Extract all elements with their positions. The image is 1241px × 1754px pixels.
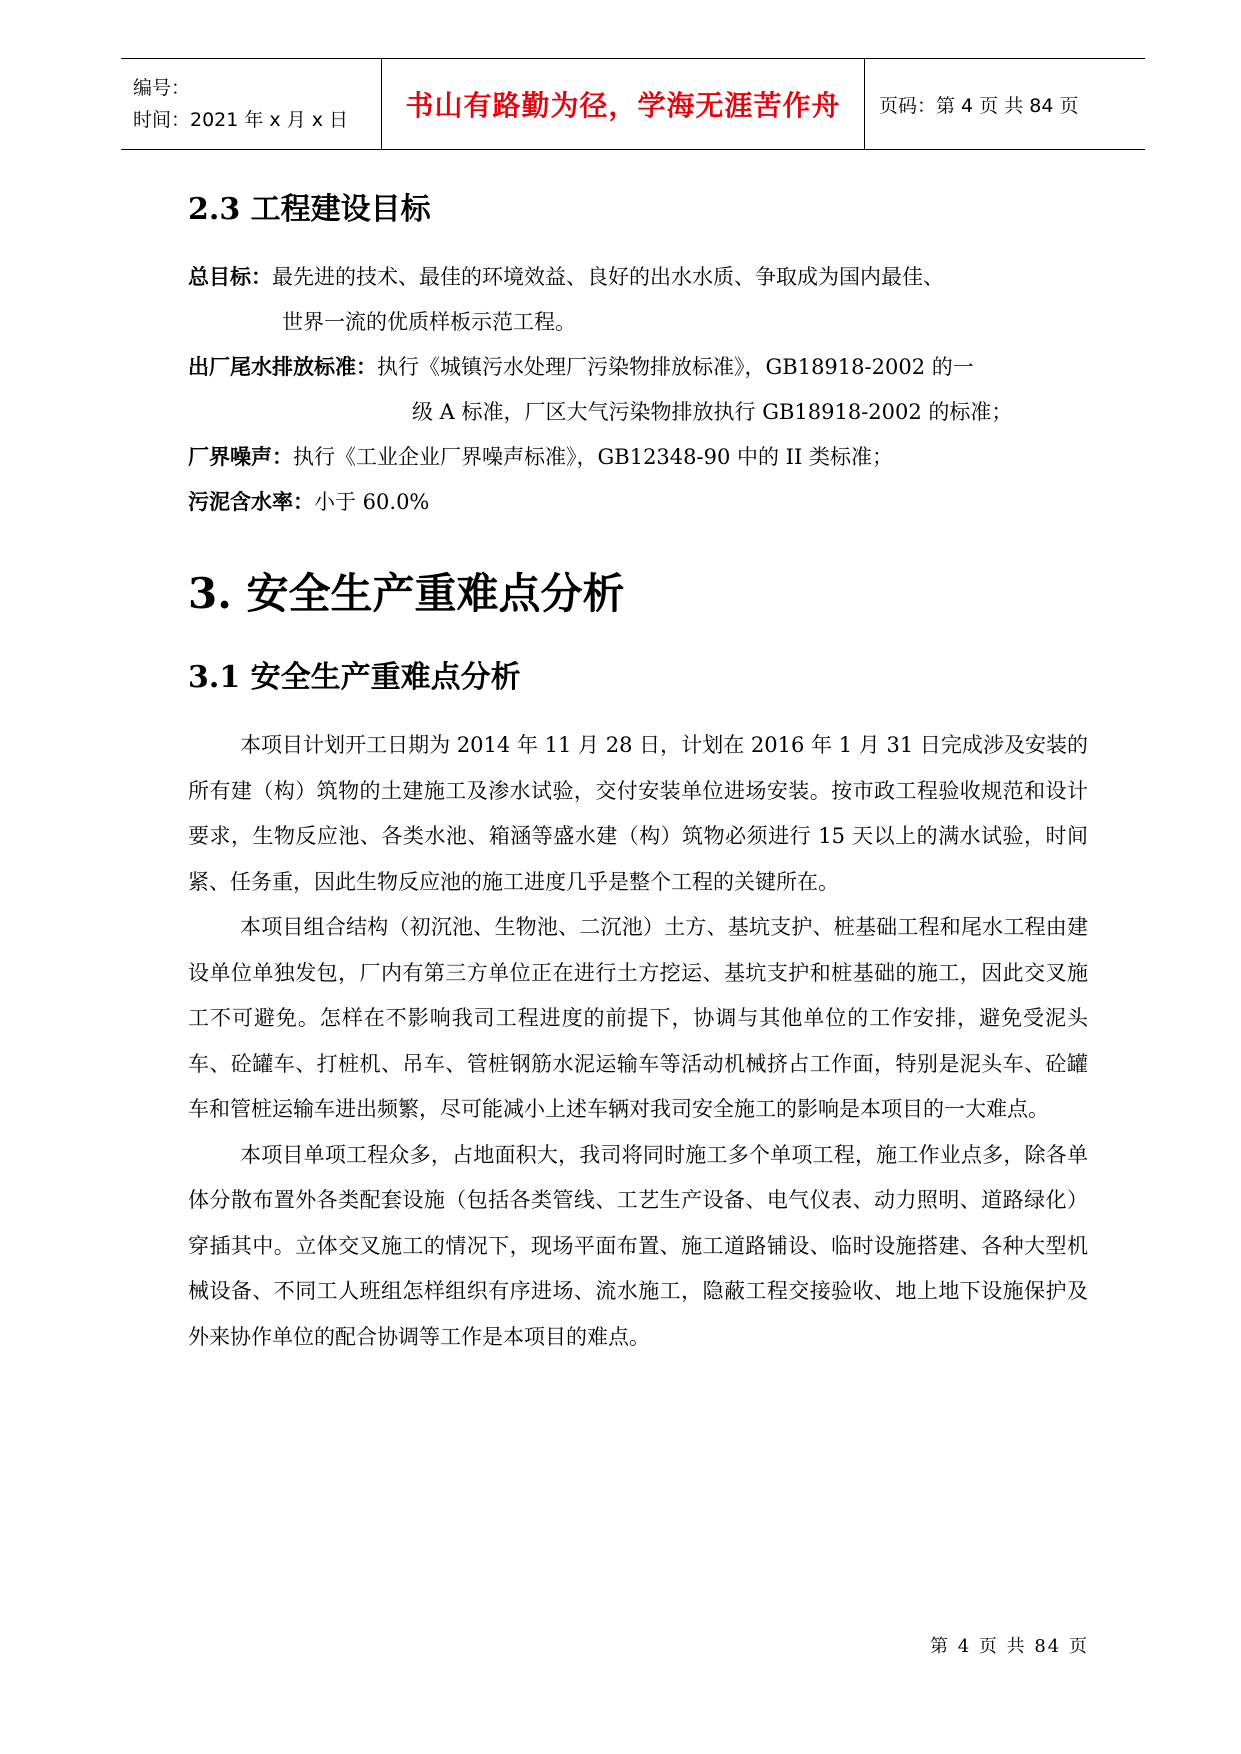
section-3-1-heading: 3.1 安全生产重难点分析 <box>188 660 521 695</box>
doc-number-label: 编号： <box>133 77 191 99</box>
paragraph-3: 本项目单项工程众多，占地面积大，我司将同时施工多个单项工程，施工作业点多，除各单体分散布置外各类配套设施（包括各类管线、工艺生产设备、电气仪表、动力照明、道路绿化）穿插其中。立体交叉施工的情况下，现场平面布置、施工道路铺设、临时设施搭建、各种大型机械设备、不同工人班组怎样组织有序进场、流水施工，隐蔽工程交接验收、地上地下设施保护及外来协作单位的配合协调等工作是本项目的难点。 <box>188 1142 1088 1349</box>
header-motto: 书山有路勤为径，学海无涯苦作舟 <box>405 89 841 122</box>
noise-text: 执行《工业企业厂界噪声标准》，GB12348-90 中的 II 类标准； <box>293 445 893 469</box>
effluent-label: 出厂尾水排放标准： <box>188 355 377 379</box>
section-3-heading: 3. 安全生产重难点分析 <box>188 569 625 618</box>
sludge-label: 污泥含水率： <box>188 490 314 514</box>
header-motto-cell <box>382 59 865 149</box>
paragraph-2: 本项目组合结构（初沉池、生物池、二沉池）土方、基坑支护、桩基础工程和尾水工程由建设单位单独发包，厂内有第三方单位正在进行土方挖运、基坑支护和桩基础的施工，因此交叉施工不可避免。怎样在不影响我司工程进度的前提下，协调与其他单位的工作安排，避免受泥头车、砼罐车、打桩机、吊车、管桩钢筋水泥运输车等活动机械挤占工作面，特别是泥头车、砼罐车和管桩运输车进出频繁，尽可能减小上述车辆对我司安全施工的影响是本项目的一大难点。 <box>188 915 1088 1121</box>
sludge-item <box>188 480 1088 525</box>
noise-label: 厂界噪声： <box>188 445 293 469</box>
goal-text-line1: 最先进的技术、最佳的环境效益、良好的出水水质、争取成为国内最佳、 <box>272 265 944 289</box>
doc-time-label: 时间：2021 年 x 月 x 日 <box>133 109 349 131</box>
goal-item <box>188 255 1088 345</box>
header-left-cell <box>121 59 382 149</box>
paragraph-1: 本项目计划开工日期为 2014 年 11 月 28 日，计划在 2016 年 1 月 31 日完成涉及安装的所有建（构）筑物的土建施工及渗水试验，交付安装单位进场安装。按市政工程验收规范和设计要求，生物反应池、各类水池、箱涵等盛水建（构）筑物必须进行 15 天以上的满水试验，时间紧、任务重，因此生物反应池的施工进度几乎是整个工程的关键所在。 <box>188 733 1088 894</box>
noise-item <box>188 435 1088 480</box>
effluent-item <box>188 345 1088 435</box>
page-footer: 第 4 页 共 84 页 <box>930 1636 1089 1657</box>
effluent-text-line1: 执行《城镇污水处理厂污染物排放标准》，GB18918-2002 的一 <box>377 355 974 379</box>
section-2-3-heading: 2.3 工程建设目标 <box>188 192 431 227</box>
sludge-text: 小于 60.0% <box>314 490 430 514</box>
goal-text-line2: 世界一流的优质样板示范工程。 <box>282 310 576 334</box>
page-header <box>121 58 1145 150</box>
header-page-info: 页码：第 4 页 共 84 页 <box>879 94 1079 117</box>
document-body <box>188 185 1088 1360</box>
goal-label: 总目标： <box>188 265 272 289</box>
effluent-text-line2: 级 A 标准，厂区大气污染物排放执行 GB18918-2002 的标准； <box>412 400 1013 424</box>
